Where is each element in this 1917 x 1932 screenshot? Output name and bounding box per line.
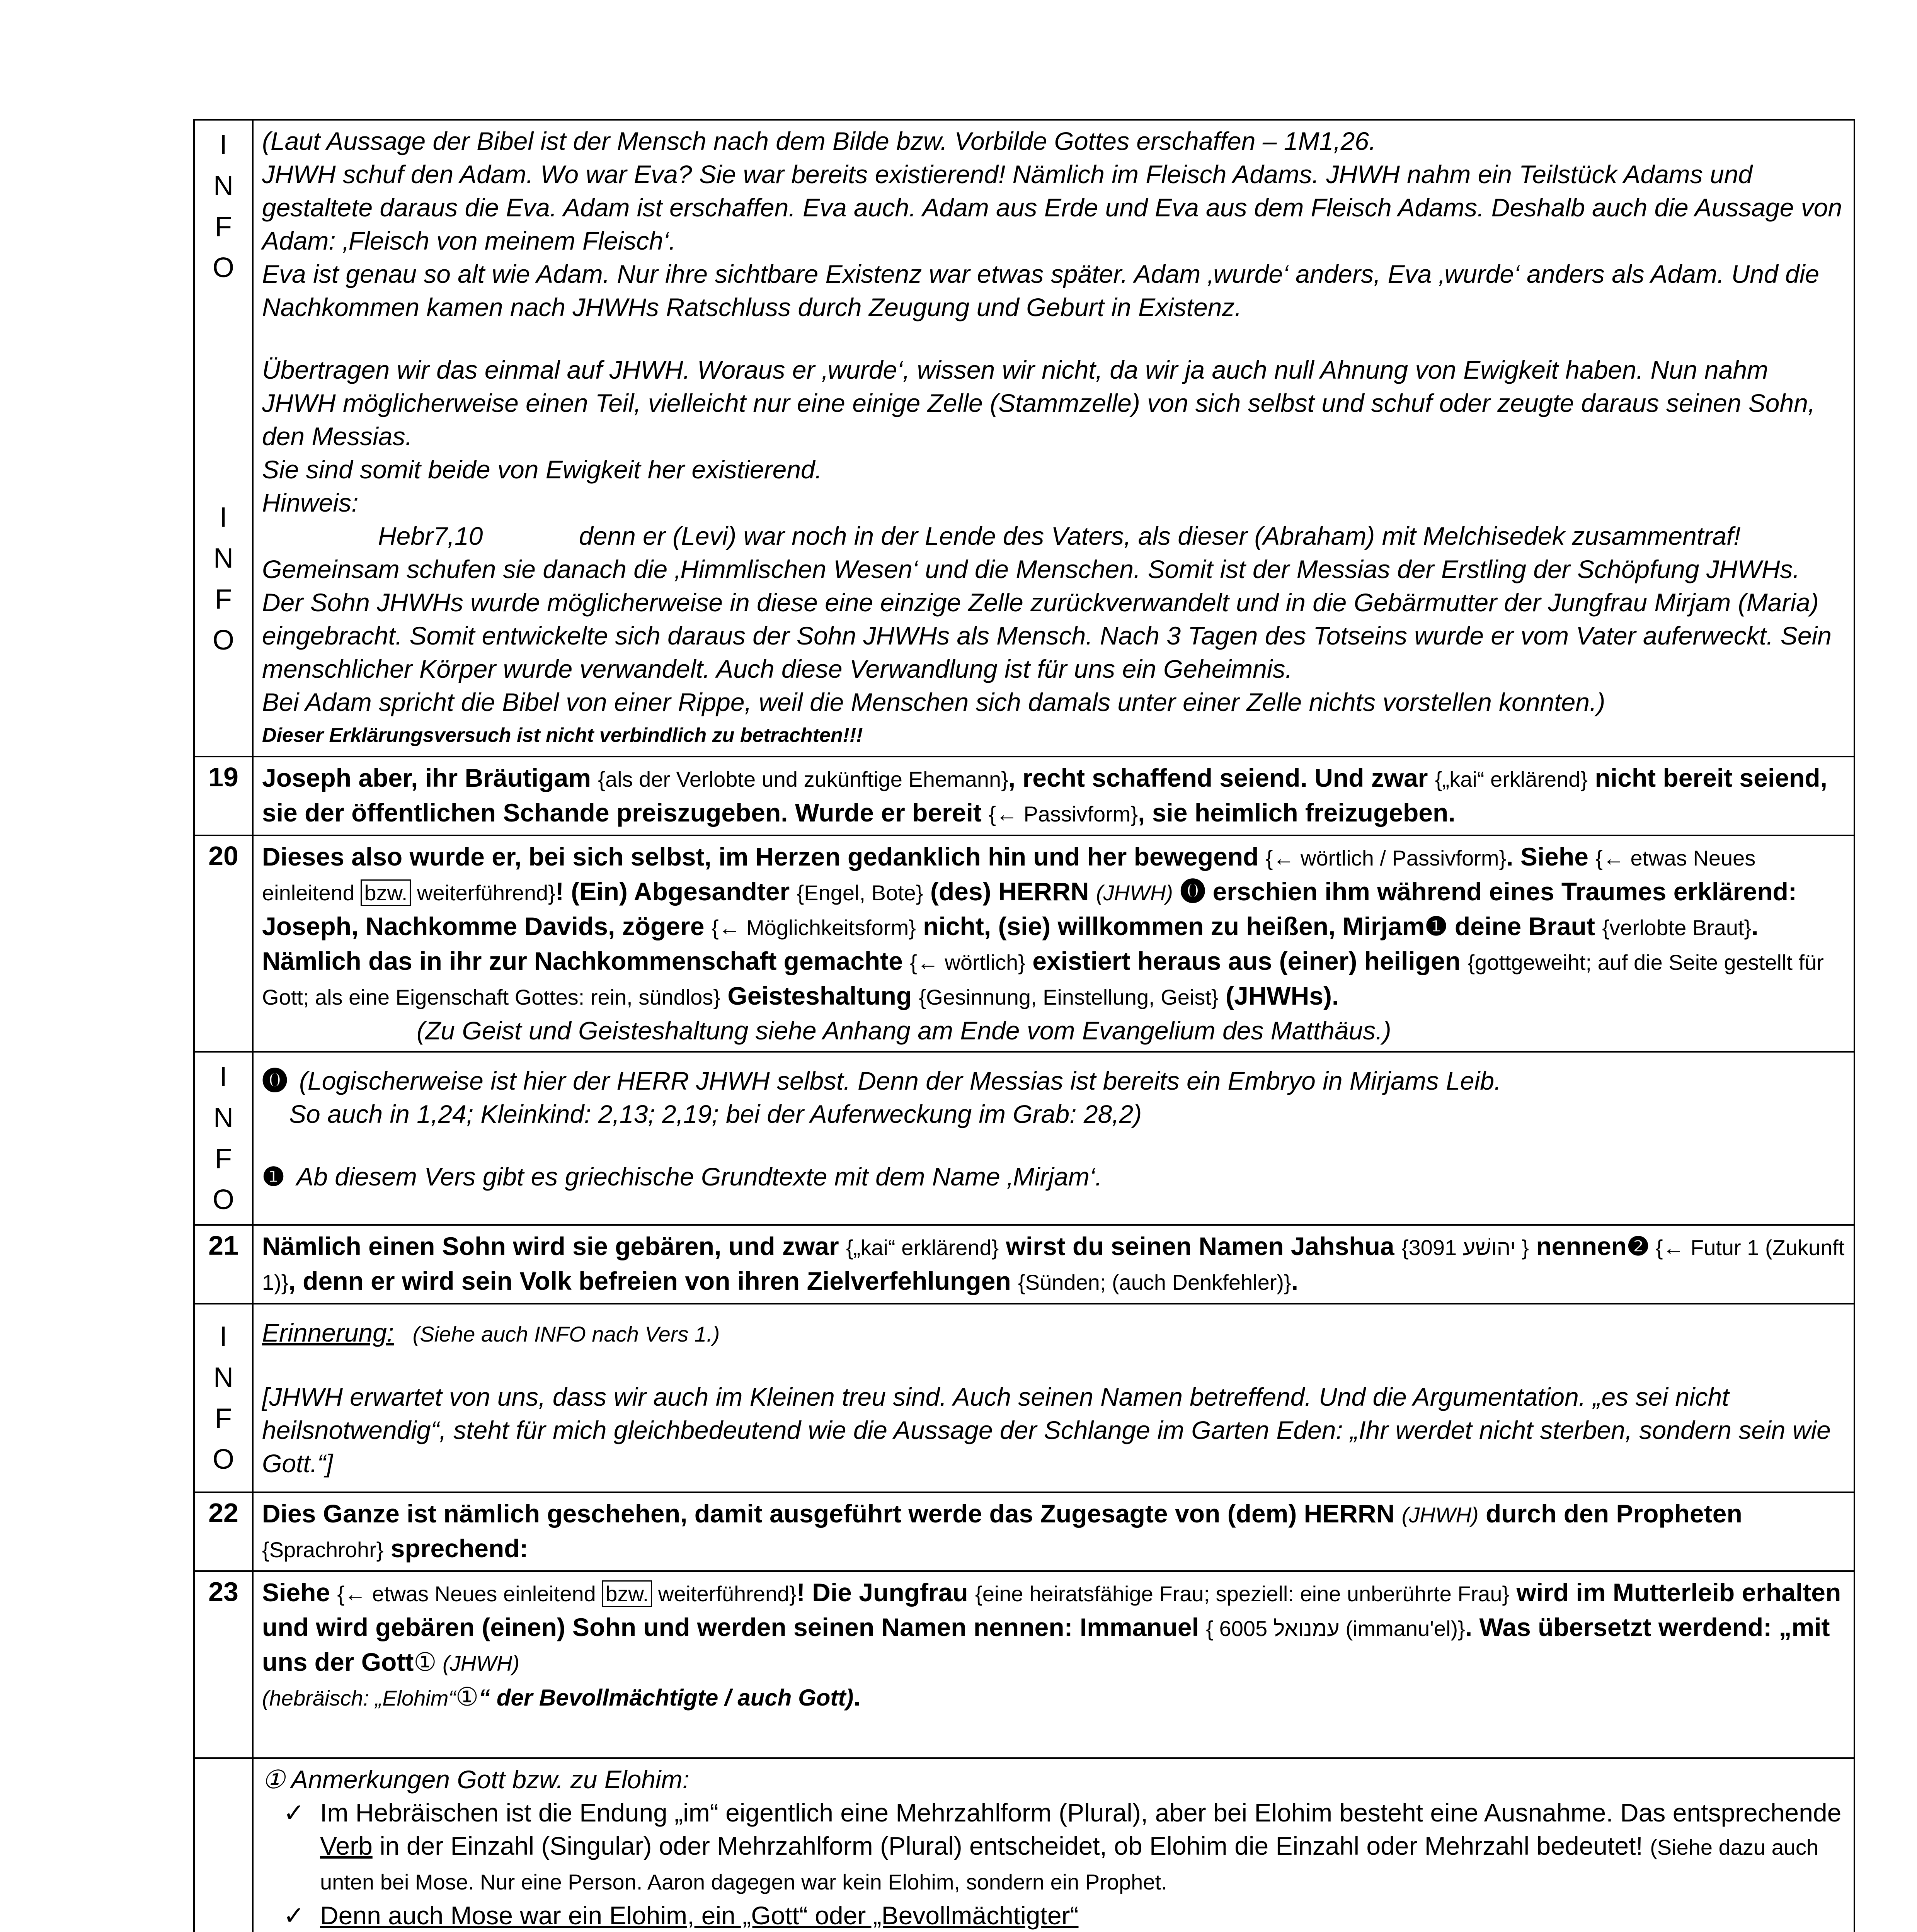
info-label-cell [194, 120, 253, 757]
bible-reference [262, 519, 1845, 553]
verse-text: Dies Ganze ist nämlich geschehen, damit ausgeführt werde das Zugesagte von (dem) HERRN (JHWH) durch den Propheten {Sprachrohr} sprechend: [253, 1492, 1854, 1571]
verse-text: Nämlich einen Sohn wird sie gebären, und zwar {„kai“ erklärend} wirst du seinen Namen Jahshua {3091 יהושׁע } nennen❷ {← Futur 1 (Zukunft 1)}, denn er wird sein Volk befreien von ihren Zielverfehlungen {Sünden; (auch Denkfehler)}. [253, 1225, 1854, 1304]
checklist-item: ✓ Denn auch Mose war ein Elohim, ein „Gott“ oder „Bevollmächtigter“ [262, 1899, 1845, 1932]
info-row-3 [194, 1304, 1854, 1492]
info-paragraph: So auch in 1,24; Kleinkind: 2,13; 2,19; bei der Auferweckung im Grab: 28,2) [289, 1100, 1142, 1128]
info-letter: N [213, 170, 233, 201]
info-letter: I [219, 502, 227, 533]
info-paragraph: Der Sohn JHWHs wurde möglicherweise in diese eine einzige Zelle zurückverwandelt und in die Gebärmutter der Jungfrau Mirjam (Maria) eingebracht. Somit entwickelte sich daraus der Sohn JHWHs als Mensch. Nach 3 Tagen des Totseins wurde er vom Vater auferweckt. Sein menschlicher Körper wurde verwandelt. Auch diese Verwandlung ist für uns ein Geheimnis. [262, 588, 1832, 683]
checklist [262, 1796, 1845, 1932]
info-paragraph: Hinweis: [262, 488, 359, 517]
abbr-box: bzw. [602, 1580, 652, 1607]
verse-text: Joseph aber, ihr Bräutigam {als der Verlobte und zukünftige Ehemann}, recht schaffend seiend. Und zwar {„kai“ erklärend} nicht bereit seiend, sie der öffentlichen Schande preiszugeben. Wurde er bereit {← Passivform}, sie heimlich freizugeben. [253, 757, 1854, 835]
reference-text: denn er (Levi) war noch in der Lende des Vaters, als dieser (Abraham) mit Melchisedek zusammentraf! [579, 522, 1741, 550]
checklist-item: ✓ Im Hebräischen ist die Endung „im“ eigentlich eine Mehrzahlform (Plural), aber bei Elohim besteht eine Ausnahme. Das entsprechende Verb in der Einzahl (Singular) oder Mehrzahlform (Plural) entscheidet, ob Elohim die Einzahl oder Mehrzahl bedeutet! (Siehe dazu auch unten bei Mose. Nur eine Person. Aaron dagegen war kein Elohim, sondern ein Prophet. [262, 1796, 1845, 1899]
content-table [193, 119, 1855, 1932]
info-label-cell [194, 1758, 253, 1932]
info-label [195, 497, 252, 661]
verse-number: 21 [194, 1225, 253, 1304]
check-icon: ✓ [283, 1798, 305, 1827]
info-row-4 [194, 1758, 1854, 1932]
footnote-marker: ❶ [1425, 912, 1448, 940]
info-label [195, 124, 252, 288]
verse-text: Siehe {← etwas Neues einleitend bzw. weiterführend}! Die Jungfrau {eine heiratsfähige Frau; speziell: eine unberührte Frau} wird im Mutterleib erhalten und wird gebären (einen) Sohn und werden seinen Namen nennen: Immanuel { 6005 עמנואל (immanu'el)}. Was übersetzt werdend: „mit uns der Gott① (JHWH) (hebräisch: „Elohim“①“ der Bevollmächtigte / auch Gott). [253, 1571, 1854, 1758]
verse-note: (hebräisch: „Elohim“①“ der Bevollmächtigte / auch Gott). [262, 1682, 861, 1711]
info-paragraph: Übertragen wir das einmal auf JHWH. Woraus er ‚wurde‘, wissen wir nicht, da wir ja auch null Ahnung von Ewigkeit haben. Nun nahm JHWH möglicherweise einen Teil, vielleicht nur eine einige Zelle (Stammzelle) von sich selbst und schuf oder zeugte daraus seinen Sohn, den Messias. [262, 355, 1815, 451]
check-icon: ✓ [283, 1901, 305, 1930]
verse-number: 20 [194, 835, 253, 1052]
info-paragraph: (Laut Aussage der Bibel ist der Mensch nach dem Bilde bzw. Vorbilde Gottes erschaffen – 1M1,26. [262, 127, 1376, 155]
info-paragraph: [JHWH erwartet von uns, dass wir auch im Kleinen treu sind. Auch seinen Namen betreffend. Und die Argumentation. „es sei nicht heilsnotwendig“, steht für mich gleichbedeutend wie die Aussage der Schlange im Garten Eden: „Ihr werdet nicht sterben, sondern sein wie Gott.“] [262, 1383, 1831, 1478]
verse-row-19 [194, 757, 1854, 835]
info-text-cell [253, 1052, 1854, 1225]
verse-text: Dieses also wurde er, bei sich selbst, im Herzen gedanklich hin und her bewegend {← wörtlich / Passivform}. Siehe {← etwas Neues einleitend bzw. weiterführend}! (Ein) Abgesandter {Engel, Bote} (des) HERRN (JHWH) ⓿ erschien ihm während eines Traumes erklärend: Joseph, Nachkomme Davids, zögere {← Möglichkeitsform} nicht, (sie) willkommen zu heißen, Mirjam❶ deine Braut {verlobte Braut}. Nämlich das in ihr zur Nachkommenschaft gemachte {← wörtlich} existiert heraus aus (einer) heiligen {gottgeweiht; auf die Seite gestellt für Gott; als eine Eigenschaft Gottes: rein, sündlos} Geisteshaltung {Gesinnung, Einstellung, Geist} (JHWHs). (Zu Geist und Geisteshaltung siehe Anhang am Ende vom Evangelium des Matthäus.) [253, 835, 1854, 1052]
info-label: I N F O [212, 1061, 234, 1215]
reference-label: Hebr7,10 [378, 522, 483, 550]
verse-row-22 [194, 1492, 1854, 1571]
info-paragraph: ⓿ (Logischerweise ist hier der HERR JHWH selbst. Denn der Messias ist bereits ein Embryo in Mirjams Leib. [262, 1066, 1502, 1095]
info-row-2 [194, 1052, 1854, 1225]
info-paragraph: Eva ist genau so alt wie Adam. Nur ihre sichtbare Existenz war etwas später. Adam ‚wurde‘ anders, Eva ‚wurde‘ anders als Adam. Und die Nachkommen kamen nach JHWHs Ratschluss durch Zeugung und Geburt in Existenz. [262, 260, 1820, 321]
footnote-marker: ❷ [1627, 1232, 1650, 1260]
info-letter: O [212, 625, 234, 656]
info-text-cell [253, 1304, 1854, 1492]
info-label-cell [194, 1052, 253, 1225]
info-row-1 [194, 120, 1854, 757]
info-letter: F [215, 211, 232, 242]
info-paragraph: Sie sind somit beide von Ewigkeit her existierend. [262, 455, 822, 484]
info-text-cell [253, 120, 1854, 757]
info-label: I N F O [212, 1321, 234, 1475]
verse-row-21 [194, 1225, 1854, 1304]
info-paragraph: Gemeinsam schufen sie danach die ‚Himmlischen Wesen‘ und die Menschen. Somit ist der Messias der Erstling der Schöpfung JHWHs. [262, 555, 1800, 583]
info-heading: ① Anmerkungen Gott bzw. zu Elohim: [262, 1765, 690, 1794]
verse-number: 19 [194, 757, 253, 835]
info-letter: F [215, 584, 232, 615]
info-letter: N [213, 543, 233, 574]
disclaimer: Dieser Erklärungsversuch ist nicht verbindlich zu betrachten!!! [262, 724, 863, 747]
info-letter: I [219, 129, 227, 160]
verse-number: 23 [194, 1571, 253, 1758]
footnote-marker: ⓿ [1180, 877, 1206, 906]
info-text-cell [253, 1758, 1854, 1932]
abbr-box: bzw. [361, 879, 411, 906]
verse-note: (Zu Geist und Geisteshaltung siehe Anhang am Ende vom Evangelium des Matthäus.) [417, 1016, 1391, 1045]
info-heading: Erinnerung: (Siehe auch INFO nach Vers 1.) [262, 1318, 720, 1347]
info-paragraph: ❶ Ab diesem Vers gibt es griechische Grundtexte mit dem Name ‚Mirjam‘. [262, 1162, 1102, 1191]
info-paragraph: Bei Adam spricht die Bibel von einer Rippe, weil die Menschen sich damals unter einer Zelle nichts vorstellen konnten.) [262, 688, 1605, 716]
verse-row-20 [194, 835, 1854, 1052]
info-label-cell [194, 1304, 253, 1492]
verse-number: 22 [194, 1492, 253, 1571]
info-letter: O [212, 252, 234, 283]
info-paragraph: JHWH schuf den Adam. Wo war Eva? Sie war bereits existierend! Nämlich im Fleisch Adams. JHWH nahm ein Teilstück Adams und gestaltete daraus die Eva. Adam ist erschaffen. Eva auch. Adam aus Erde und Eva aus dem Fleisch Adams. Deshalb auch die Aussage von Adam: ‚Fleisch von meinem Fleisch‘. [262, 160, 1842, 255]
verse-row-23 [194, 1571, 1854, 1758]
